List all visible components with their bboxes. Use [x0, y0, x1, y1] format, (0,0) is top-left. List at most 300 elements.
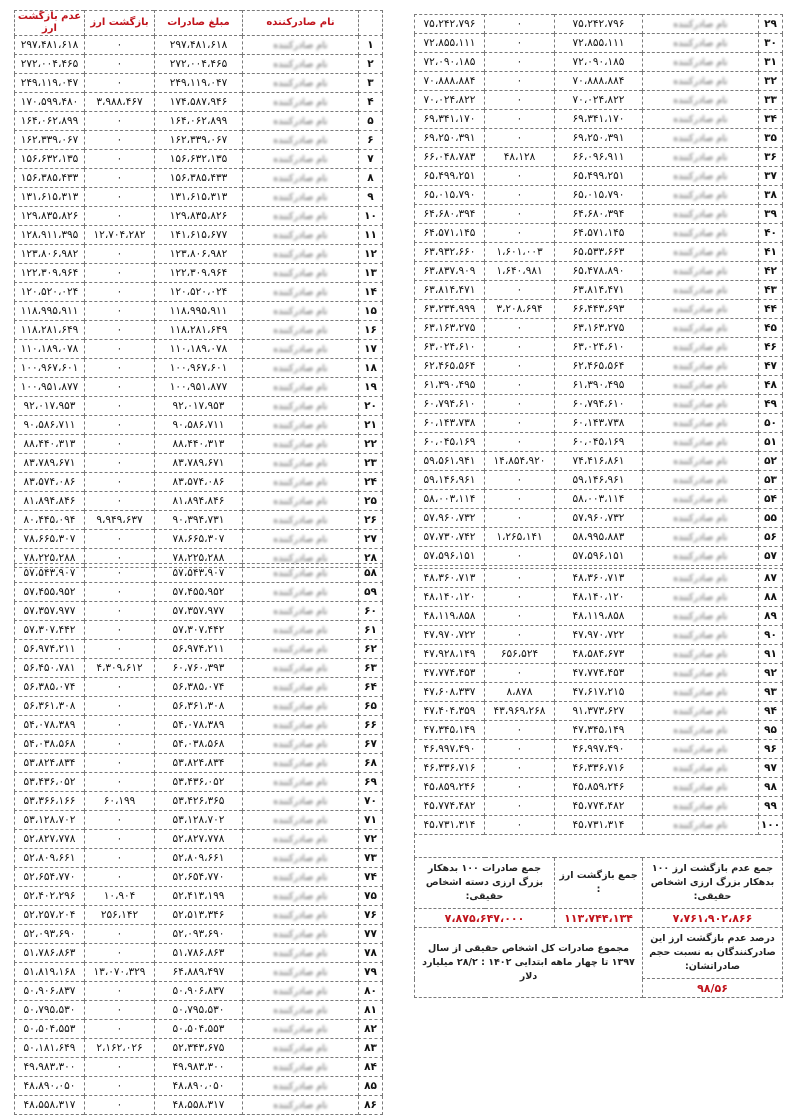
- exports-amount: ۷۲،۸۵۵،۱۱۱: [555, 34, 643, 53]
- table-row: [15, 302, 383, 321]
- exporter-name: نام صادرکننده: [643, 414, 759, 433]
- row-index: ۷۴: [359, 868, 383, 887]
- exporter-name: نام صادرکننده: [243, 492, 359, 511]
- table-row: [415, 357, 783, 376]
- exporter-name: نام صادرکننده: [243, 1096, 359, 1115]
- row-index: ۱۷: [359, 340, 383, 359]
- exporter-name: نام صادرکننده: [643, 490, 759, 509]
- exporter-name: نام صادرکننده: [643, 816, 759, 835]
- exports-amount: ۴۶،۹۹۷،۴۹۰: [555, 740, 643, 759]
- not-returned-amount: ۶۲،۴۶۵،۵۶۴: [415, 357, 485, 376]
- row-index: ۱۲: [359, 245, 383, 264]
- summary-label-row: [415, 858, 783, 909]
- row-index: ۱۶: [359, 321, 383, 340]
- not-returned-amount: ۷۲،۰۹۰،۱۸۵: [415, 53, 485, 72]
- table-row: [15, 925, 383, 944]
- row-index: ۹۵: [759, 721, 783, 740]
- returned-amount: ۰: [485, 319, 555, 338]
- exporter-name: نام صادرکننده: [243, 735, 359, 754]
- exporter-name: نام صادرکننده: [243, 621, 359, 640]
- table-row: [415, 509, 783, 528]
- table-row: [15, 511, 383, 530]
- table-row: [415, 433, 783, 452]
- exports-amount: ۶۹،۲۵۰،۳۹۱: [555, 129, 643, 148]
- not-returned-amount: ۵۱،۸۱۹،۱۶۸: [15, 963, 85, 982]
- row-index: ۳۸: [759, 186, 783, 205]
- exports-amount: ۸۳،۷۸۹،۶۷۱: [155, 454, 243, 473]
- not-returned-amount: ۵۷،۵۹۶،۱۵۱: [415, 547, 485, 566]
- exporter-name: نام صادرکننده: [643, 34, 759, 53]
- exporter-name: نام صادرکننده: [243, 283, 359, 302]
- exporter-name: نام صادرکننده: [243, 226, 359, 245]
- row-index: ۷۳: [359, 849, 383, 868]
- returned-amount: ۳،۹۸۸،۴۶۷: [85, 93, 155, 112]
- returned-amount: ۰: [85, 811, 155, 830]
- table-row: [15, 283, 383, 302]
- row-index: ۴: [359, 93, 383, 112]
- exporter-name: نام صادرکننده: [643, 281, 759, 300]
- row-index: ۲۰: [359, 397, 383, 416]
- table-row: [415, 569, 783, 588]
- exporter-name: نام صادرکننده: [643, 376, 759, 395]
- summary-pct-value: ۹۸/۵۶: [643, 979, 783, 998]
- not-returned-amount: ۷۸،۲۲۵،۲۸۸: [15, 549, 85, 568]
- returned-amount: ۱۲،۷۰۴،۲۸۲: [85, 226, 155, 245]
- table-row: [15, 792, 383, 811]
- returned-amount: ۰: [85, 640, 155, 659]
- returned-amount: ۰: [85, 473, 155, 492]
- returned-amount: ۰: [485, 778, 555, 797]
- exporter-name: نام صادرکننده: [243, 982, 359, 1001]
- exporters-table-58-86: [14, 563, 383, 1115]
- exports-amount: ۲۹۷،۴۸۱،۶۱۸: [155, 36, 243, 55]
- row-index: ۲۴: [359, 473, 383, 492]
- returned-amount: ۰: [485, 547, 555, 566]
- table-row: [15, 112, 383, 131]
- exporters-table-1-28: [14, 10, 383, 568]
- row-index: ۸۳: [359, 1039, 383, 1058]
- returned-amount: ۰: [85, 340, 155, 359]
- row-index: ۲: [359, 55, 383, 74]
- exporter-name: نام صادرکننده: [243, 55, 359, 74]
- not-returned-amount: ۵۷،۴۵۵،۹۵۲: [15, 583, 85, 602]
- row-index: ۴۲: [759, 262, 783, 281]
- row-index: ۹۹: [759, 797, 783, 816]
- returned-amount: ۰: [485, 607, 555, 626]
- exporter-name: نام صادرکننده: [643, 471, 759, 490]
- exports-amount: ۶۳،۰۲۴،۶۱۰: [555, 338, 643, 357]
- exporter-name: نام صادرکننده: [643, 778, 759, 797]
- table-row: [15, 264, 383, 283]
- table-row: [15, 359, 383, 378]
- not-returned-amount: ۵۳،۱۲۸،۷۰۲: [15, 811, 85, 830]
- not-returned-amount: ۱۲۳،۸۰۶،۹۸۲: [15, 245, 85, 264]
- exporter-name: نام صادرکننده: [243, 754, 359, 773]
- returned-amount: ۰: [85, 530, 155, 549]
- summary-returned-label: جمع بازگشت ارز :: [555, 858, 643, 909]
- exporter-name: نام صادرکننده: [643, 509, 759, 528]
- exports-amount: ۵۹،۱۴۶،۹۶۱: [555, 471, 643, 490]
- table-row: [15, 150, 383, 169]
- exporter-name: نام صادرکننده: [243, 416, 359, 435]
- row-index: ۸: [359, 169, 383, 188]
- returned-amount: ۰: [85, 925, 155, 944]
- not-returned-amount: ۱۲۲،۳۰۹،۹۶۴: [15, 264, 85, 283]
- header-returned: بازگشت ارز: [85, 11, 155, 36]
- row-index: ۴۵: [759, 319, 783, 338]
- exports-amount: ۶۴،۶۸۰،۳۹۴: [555, 205, 643, 224]
- returned-amount: ۰: [85, 188, 155, 207]
- not-returned-amount: ۵۸،۰۰۳،۱۱۴: [415, 490, 485, 509]
- exports-amount: ۷۵،۲۴۲،۷۹۶: [555, 15, 643, 34]
- exporter-name: نام صادرکننده: [243, 511, 359, 530]
- not-returned-amount: ۵۶،۳۶۱،۳۰۸: [15, 697, 85, 716]
- returned-amount: ۰: [485, 376, 555, 395]
- not-returned-amount: ۸۸،۴۴۰،۳۱۳: [15, 435, 85, 454]
- row-index: ۲۶: [359, 511, 383, 530]
- exports-amount: ۶۴،۵۷۱،۱۴۵: [555, 224, 643, 243]
- returned-amount: ۰: [485, 588, 555, 607]
- not-returned-amount: ۵۰،۷۹۵،۵۳۰: [15, 1001, 85, 1020]
- exports-amount: ۵۶،۹۷۴،۲۱۱: [155, 640, 243, 659]
- exports-amount: ۶۰،۱۴۳،۷۳۸: [555, 414, 643, 433]
- not-returned-amount: ۵۲،۰۹۳،۶۹۰: [15, 925, 85, 944]
- row-index: ۳: [359, 74, 383, 93]
- returned-amount: ۰: [485, 664, 555, 683]
- row-index: ۵۳: [759, 471, 783, 490]
- not-returned-amount: ۶۳،۲۳۴،۹۹۹: [415, 300, 485, 319]
- returned-amount: ۰: [485, 129, 555, 148]
- exports-amount: ۵۶،۳۶۱،۳۰۸: [155, 697, 243, 716]
- exports-amount: ۵۷،۳۵۷،۹۷۷: [155, 602, 243, 621]
- exports-amount: ۷۲،۰۹۰،۱۸۵: [555, 53, 643, 72]
- row-index: ۸۷: [759, 569, 783, 588]
- table-row: [15, 1096, 383, 1115]
- exporter-name: نام صادرکننده: [643, 721, 759, 740]
- not-returned-amount: ۷۲،۸۵۵،۱۱۱: [415, 34, 485, 53]
- exports-amount: ۵۳،۸۲۴،۸۳۴: [155, 754, 243, 773]
- returned-amount: ۰: [85, 378, 155, 397]
- exports-amount: ۴۷،۶۱۷،۲۱۵: [555, 683, 643, 702]
- exporter-name: نام صادرکننده: [243, 583, 359, 602]
- table-row: [15, 697, 383, 716]
- returned-amount: ۰: [85, 549, 155, 568]
- not-returned-amount: ۴۵،۸۵۹،۲۴۶: [415, 778, 485, 797]
- exports-amount: ۴۹،۹۸۳،۳۰۰: [155, 1058, 243, 1077]
- table-row: [15, 982, 383, 1001]
- exporter-name: نام صادرکننده: [243, 473, 359, 492]
- row-index: ۱۸: [359, 359, 383, 378]
- row-index: ۱۹: [359, 378, 383, 397]
- row-index: ۵۰: [759, 414, 783, 433]
- table-row: [15, 454, 383, 473]
- exports-amount: ۴۷،۷۷۴،۴۵۳: [555, 664, 643, 683]
- exports-amount: ۱۱۰،۱۸۹،۰۷۸: [155, 340, 243, 359]
- table-row: [415, 778, 783, 797]
- exporter-name: نام صادرکننده: [243, 1020, 359, 1039]
- summary-pct-label: درصد عدم بازگشت ارز این صادرکنندگان به نسبت حجم صادراتشان:: [643, 928, 783, 979]
- not-returned-amount: ۶۴،۶۸۰،۳۹۴: [415, 205, 485, 224]
- exporter-name: نام صادرکننده: [243, 811, 359, 830]
- not-returned-amount: ۵۰،۹۰۶،۸۳۷: [15, 982, 85, 1001]
- returned-amount: ۸،۸۷۸: [485, 683, 555, 702]
- not-returned-amount: ۱۷۰،۵۹۹،۴۸۰: [15, 93, 85, 112]
- returned-amount: ۴،۳۰۹،۶۱۲: [85, 659, 155, 678]
- exporter-name: نام صادرکننده: [643, 569, 759, 588]
- returned-amount: ۰: [85, 74, 155, 93]
- returned-amount: ۰: [485, 91, 555, 110]
- row-index: ۸۰: [359, 982, 383, 1001]
- table-row: [15, 602, 383, 621]
- exporter-name: نام صادرکننده: [243, 36, 359, 55]
- not-returned-amount: ۴۶،۹۹۷،۴۹۰: [415, 740, 485, 759]
- table-row: [415, 395, 783, 414]
- table-row: [15, 621, 383, 640]
- not-returned-amount: ۱۶۲،۳۳۹،۰۶۷: [15, 131, 85, 150]
- not-returned-amount: ۴۷،۶۰۸،۳۳۷: [415, 683, 485, 702]
- exports-amount: ۷۸،۲۲۵،۲۸۸: [155, 549, 243, 568]
- header-not-returned: عدم بازگشت ارز: [15, 11, 85, 36]
- exports-amount: ۹۱،۳۷۳،۶۲۷: [555, 702, 643, 721]
- exporter-name: نام صادرکننده: [243, 112, 359, 131]
- exporter-name: نام صادرکننده: [243, 963, 359, 982]
- exporter-name: نام صادرکننده: [643, 607, 759, 626]
- table-row: [415, 34, 783, 53]
- exporter-name: نام صادرکننده: [243, 435, 359, 454]
- not-returned-amount: ۴۷،۹۲۸،۱۴۹: [415, 645, 485, 664]
- exports-amount: ۵۴،۰۷۸،۳۸۹: [155, 716, 243, 735]
- exporter-name: نام صادرکننده: [243, 530, 359, 549]
- not-returned-amount: ۴۸،۱۱۹،۸۵۸: [415, 607, 485, 626]
- table-row: [15, 564, 383, 583]
- row-index: ۷۶: [359, 906, 383, 925]
- exporter-name: نام صادرکننده: [643, 148, 759, 167]
- row-index: ۱۱: [359, 226, 383, 245]
- not-returned-amount: ۵۲،۶۵۴،۷۷۰: [15, 868, 85, 887]
- not-returned-amount: ۱۱۸،۹۹۵،۹۱۱: [15, 302, 85, 321]
- not-returned-amount: ۱۲۰،۵۲۰،۰۲۴: [15, 283, 85, 302]
- exports-amount: ۶۴،۸۸۹،۴۹۷: [155, 963, 243, 982]
- exports-amount: ۵۲،۶۵۴،۷۷۰: [155, 868, 243, 887]
- exporter-name: نام صادرکننده: [643, 72, 759, 91]
- not-returned-amount: ۱۱۸،۲۸۱،۶۴۹: [15, 321, 85, 340]
- exports-amount: ۶۰،۷۶۰،۳۹۳: [155, 659, 243, 678]
- table-row: [415, 683, 783, 702]
- not-returned-amount: ۵۷،۳۵۷،۹۷۷: [15, 602, 85, 621]
- exporter-name: نام صادرکننده: [243, 697, 359, 716]
- table-row: [415, 53, 783, 72]
- table-row: [415, 645, 783, 664]
- exporter-name: نام صادرکننده: [243, 340, 359, 359]
- returned-amount: ۰: [85, 321, 155, 340]
- table-row: [15, 583, 383, 602]
- exporter-name: نام صادرکننده: [643, 588, 759, 607]
- returned-amount: ۰: [85, 1020, 155, 1039]
- table-row: [415, 281, 783, 300]
- not-returned-amount: ۴۹،۹۸۳،۳۰۰: [15, 1058, 85, 1077]
- exports-amount: ۶۱،۳۹۰،۴۹۵: [555, 376, 643, 395]
- not-returned-amount: ۵۱،۷۸۶،۸۶۳: [15, 944, 85, 963]
- returned-amount: ۴۸،۱۲۸: [485, 148, 555, 167]
- exporter-name: نام صادرکننده: [643, 626, 759, 645]
- exporter-name: نام صادرکننده: [243, 359, 359, 378]
- table-row: [415, 414, 783, 433]
- exports-amount: ۸۳،۵۷۴،۰۸۶: [155, 473, 243, 492]
- returned-amount: ۰: [485, 15, 555, 34]
- exports-amount: ۷۴،۴۱۶،۸۶۱: [555, 452, 643, 471]
- exports-amount: ۵۷،۵۴۳،۹۰۷: [155, 564, 243, 583]
- row-index: ۷۰: [359, 792, 383, 811]
- exports-amount: ۵۲،۸۲۷،۷۷۸: [155, 830, 243, 849]
- table-row: [15, 340, 383, 359]
- exports-amount: ۵۰،۵۰۴،۵۵۳: [155, 1020, 243, 1039]
- returned-amount: ۰: [485, 797, 555, 816]
- not-returned-amount: ۲۴۹،۱۱۹،۰۴۷: [15, 74, 85, 93]
- exports-amount: ۵۲،۰۹۳،۶۹۰: [155, 925, 243, 944]
- not-returned-amount: ۸۰،۴۴۵،۰۹۴: [15, 511, 85, 530]
- exports-amount: ۴۵،۷۳۱،۳۱۴: [555, 816, 643, 835]
- table-row: [415, 129, 783, 148]
- table-row: [415, 15, 783, 34]
- exporter-name: نام صادرکننده: [243, 93, 359, 112]
- not-returned-amount: ۵۷،۷۳۰،۷۴۲: [415, 528, 485, 547]
- exporter-name: نام صادرکننده: [243, 678, 359, 697]
- row-index: ۹۰: [759, 626, 783, 645]
- returned-amount: ۰: [485, 186, 555, 205]
- not-returned-amount: ۱۰۰،۹۵۱،۸۷۷: [15, 378, 85, 397]
- not-returned-amount: ۶۰،۷۹۴،۶۱۰: [415, 395, 485, 414]
- not-returned-amount: ۴۶،۳۳۶،۷۱۶: [415, 759, 485, 778]
- row-index: ۶۲: [359, 640, 383, 659]
- table-row: [415, 148, 783, 167]
- row-index: ۶: [359, 131, 383, 150]
- returned-amount: ۰: [85, 359, 155, 378]
- exports-amount: ۵۴،۰۳۸،۵۶۸: [155, 735, 243, 754]
- returned-amount: ۰: [85, 1077, 155, 1096]
- summary-total-note: مجموع صادرات کل اشخاص حقیقی از سال ۱۳۹۷ تا چهار ماهه ابتدایی ۱۴۰۲ : ۲۸/۲ میلیارد دلار: [415, 928, 643, 998]
- not-returned-amount: ۶۳،۱۶۳،۲۷۵: [415, 319, 485, 338]
- exporter-name: نام صادرکننده: [643, 53, 759, 72]
- exporter-name: نام صادرکننده: [643, 319, 759, 338]
- exports-amount: ۵۷،۳۰۷،۴۴۲: [155, 621, 243, 640]
- exports-amount: ۴۵،۸۵۹،۲۴۶: [555, 778, 643, 797]
- table-row: [415, 91, 783, 110]
- returned-amount: ۰: [85, 416, 155, 435]
- table-row: [15, 773, 383, 792]
- not-returned-amount: ۷۰،۰۲۴،۸۲۲: [415, 91, 485, 110]
- exporter-name: نام صادرکننده: [243, 602, 359, 621]
- exporter-name: نام صادرکننده: [243, 659, 359, 678]
- exports-amount: ۱۰۰،۹۵۱،۸۷۷: [155, 378, 243, 397]
- table-row: [415, 262, 783, 281]
- header-name: نام صادرکننده: [243, 11, 359, 36]
- row-index: ۴۹: [759, 395, 783, 414]
- table-row: [15, 321, 383, 340]
- row-index: ۹۶: [759, 740, 783, 759]
- exporter-name: نام صادرکننده: [243, 321, 359, 340]
- row-index: ۵۹: [359, 583, 383, 602]
- exports-amount: ۹۰،۵۸۶،۷۱۱: [155, 416, 243, 435]
- row-index: ۴۶: [759, 338, 783, 357]
- row-index: ۶۱: [359, 621, 383, 640]
- table-row: [415, 721, 783, 740]
- not-returned-amount: ۶۰،۱۴۳،۷۳۸: [415, 414, 485, 433]
- table-row: [415, 588, 783, 607]
- exports-amount: ۵۲،۳۴۳،۶۷۵: [155, 1039, 243, 1058]
- row-index: ۷۷: [359, 925, 383, 944]
- not-returned-amount: ۴۵،۷۷۴،۴۸۲: [415, 797, 485, 816]
- row-index: ۸۲: [359, 1020, 383, 1039]
- table-row: [15, 830, 383, 849]
- table-row: [15, 207, 383, 226]
- returned-amount: ۰: [485, 433, 555, 452]
- row-index: ۸۸: [759, 588, 783, 607]
- summary-exports-total: ۷،۸۷۵،۶۴۷،۰۰۰: [415, 909, 555, 928]
- row-index: ۴۳: [759, 281, 783, 300]
- returned-amount: ۰: [485, 816, 555, 835]
- table-row: [15, 93, 383, 112]
- table-row: [415, 167, 783, 186]
- not-returned-amount: ۵۰،۵۰۴،۵۵۳: [15, 1020, 85, 1039]
- summary-spacer-row: [415, 835, 783, 858]
- exports-amount: ۵۳،۱۲۸،۷۰۲: [155, 811, 243, 830]
- exports-amount: ۶۵،۰۱۵،۷۹۰: [555, 186, 643, 205]
- returned-amount: ۰: [85, 36, 155, 55]
- exporter-name: نام صادرکننده: [243, 944, 359, 963]
- returned-amount: ۰: [85, 1001, 155, 1020]
- not-returned-amount: ۴۷،۷۷۴،۴۵۳: [415, 664, 485, 683]
- table-row: [15, 849, 383, 868]
- not-returned-amount: ۵۷،۳۰۷،۴۴۲: [15, 621, 85, 640]
- exports-amount: ۴۷،۳۴۵،۱۴۹: [555, 721, 643, 740]
- exports-amount: ۹۰،۳۹۴،۷۳۱: [155, 511, 243, 530]
- exports-amount: ۶۳،۸۱۴،۴۷۱: [555, 281, 643, 300]
- exports-amount: ۱۱۸،۲۸۱،۶۴۹: [155, 321, 243, 340]
- row-index: ۶۸: [359, 754, 383, 773]
- not-returned-amount: ۴۷،۹۷۰،۷۲۲: [415, 626, 485, 645]
- exporter-name: نام صادرکننده: [243, 454, 359, 473]
- table-row: [415, 452, 783, 471]
- exporter-name: نام صادرکننده: [243, 640, 359, 659]
- table-row: [15, 868, 383, 887]
- not-returned-amount: ۵۹،۵۶۱،۹۴۱: [415, 452, 485, 471]
- row-index: ۵۷: [759, 547, 783, 566]
- table-row: [415, 205, 783, 224]
- exports-amount: ۲۷۲،۰۰۴،۴۶۵: [155, 55, 243, 74]
- row-index: ۳۵: [759, 129, 783, 148]
- not-returned-amount: ۶۳،۹۳۲،۶۶۰: [415, 243, 485, 262]
- returned-amount: ۰: [85, 435, 155, 454]
- exporter-name: نام صادرکننده: [243, 792, 359, 811]
- exports-amount: ۱۲۹،۸۳۵،۸۲۶: [155, 207, 243, 226]
- exports-amount: ۶۵،۴۷۸،۸۹۰: [555, 262, 643, 281]
- returned-amount: ۰: [485, 110, 555, 129]
- exports-amount: ۱۱۸،۹۹۵،۹۱۱: [155, 302, 243, 321]
- row-index: ۱۰۰: [759, 816, 783, 835]
- table-row: [15, 659, 383, 678]
- returned-amount: ۰: [485, 205, 555, 224]
- table-row: [15, 55, 383, 74]
- returned-amount: ۴۳،۹۶۹،۲۶۸: [485, 702, 555, 721]
- not-returned-amount: ۴۸،۵۵۸،۳۱۷: [15, 1096, 85, 1115]
- exporter-name: نام صادرکننده: [643, 528, 759, 547]
- table-row: [15, 963, 383, 982]
- not-returned-amount: ۵۳،۸۲۴،۸۳۴: [15, 754, 85, 773]
- row-index: ۶۳: [359, 659, 383, 678]
- table-row: [15, 36, 383, 55]
- returned-amount: ۰: [485, 281, 555, 300]
- row-index: ۳۷: [759, 167, 783, 186]
